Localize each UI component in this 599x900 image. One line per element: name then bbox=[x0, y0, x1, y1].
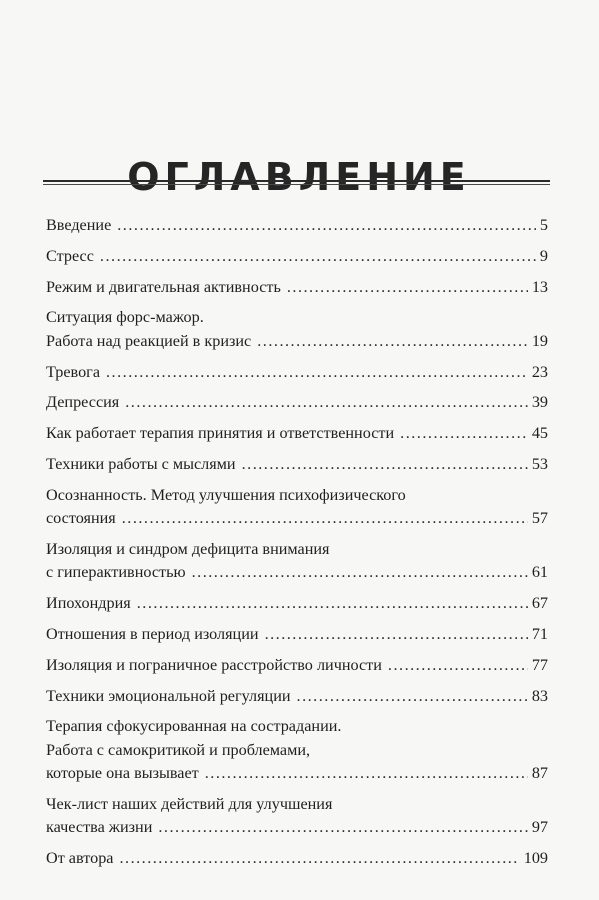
toc-page-number: 9 bbox=[539, 246, 548, 265]
toc-entry-title-line: Изоляция и синдром дефицита внимания bbox=[46, 539, 330, 558]
toc-entry-row bbox=[46, 685, 548, 708]
toc-page-number: 13 bbox=[531, 277, 548, 296]
toc-entry bbox=[46, 276, 548, 299]
table-of-contents bbox=[46, 214, 548, 878]
toc-entry-row bbox=[46, 214, 548, 237]
toc-page-number: 23 bbox=[531, 362, 548, 381]
toc-entry-title-line: Депрессия bbox=[46, 393, 120, 412]
toc-entry-title-line: Отношения в период изоляции bbox=[46, 624, 259, 643]
dot-leader bbox=[205, 762, 528, 785]
toc-entry-title-line: Режим и двигательная активность bbox=[46, 277, 281, 296]
toc-entry-row bbox=[46, 422, 548, 445]
toc-entry bbox=[46, 306, 548, 353]
toc-page-number: 45 bbox=[531, 424, 548, 443]
toc-page-number: 87 bbox=[531, 764, 548, 783]
toc-entry-title-line: качества жизни bbox=[46, 818, 153, 837]
toc-entry-row bbox=[46, 654, 548, 677]
dot-leader bbox=[297, 685, 528, 708]
toc-entry-title-line: Работа над реакцией в кризис bbox=[46, 331, 252, 350]
toc-entry bbox=[46, 484, 548, 531]
toc-entry bbox=[46, 793, 548, 840]
toc-page-number: 71 bbox=[531, 624, 548, 643]
dot-leader bbox=[106, 361, 528, 384]
toc-entry-title-line: Как работает терапия принятия и ответственности bbox=[46, 424, 395, 443]
toc-entry-row bbox=[46, 453, 548, 476]
toc-entry-title-line: с гиперактивностью bbox=[46, 563, 186, 582]
toc-page-number: 77 bbox=[531, 655, 548, 674]
dot-leader bbox=[257, 330, 528, 353]
dot-leader bbox=[158, 816, 527, 839]
toc-entry-title-line: состояния bbox=[46, 509, 116, 528]
toc-entry-row bbox=[46, 623, 548, 646]
toc-entry bbox=[46, 592, 548, 615]
toc-entry-title-line: Техники эмоциональной регуляции bbox=[46, 686, 291, 705]
toc-entry-row bbox=[46, 762, 548, 785]
toc-page-number: 5 bbox=[539, 216, 548, 234]
toc-entry bbox=[46, 391, 548, 414]
toc-entry bbox=[46, 685, 548, 708]
toc-entry-row bbox=[46, 245, 548, 268]
toc-entry-row bbox=[46, 507, 548, 530]
toc-page-number: 83 bbox=[531, 686, 548, 705]
dot-leader bbox=[100, 245, 536, 268]
toc-page-number: 67 bbox=[531, 594, 548, 613]
toc-entry-row bbox=[46, 592, 548, 615]
toc-entry-title-line: От автора bbox=[46, 849, 114, 868]
toc-page-number: 19 bbox=[531, 331, 548, 350]
toc-entry-title-line: Тревога bbox=[46, 362, 100, 381]
toc-entry-row bbox=[46, 276, 548, 299]
toc-entry bbox=[46, 715, 548, 785]
dot-leader bbox=[242, 453, 528, 476]
dot-leader bbox=[125, 391, 528, 414]
toc-entry bbox=[46, 623, 548, 646]
title-divider bbox=[43, 180, 550, 185]
dot-leader bbox=[119, 847, 519, 870]
toc-entry bbox=[46, 361, 548, 384]
toc-entry-title-line: Чек-лист наших действий для улучшения bbox=[46, 794, 333, 813]
toc-page-number: 39 bbox=[531, 393, 548, 412]
toc-entry-title-line: Работа с самокритикой и проблемами, bbox=[46, 740, 311, 759]
toc-entry-row bbox=[46, 816, 548, 839]
toc-page-number: 57 bbox=[531, 509, 548, 528]
toc-entry bbox=[46, 654, 548, 677]
dot-leader bbox=[388, 654, 528, 677]
toc-page-number: 53 bbox=[531, 454, 548, 473]
toc-entry-title-line: которые она вызывает bbox=[46, 764, 199, 783]
dot-leader bbox=[192, 561, 528, 584]
toc-entry-title-line: Техники работы с мыслями bbox=[46, 454, 236, 473]
toc-page-number: 97 bbox=[531, 818, 548, 837]
toc-entry bbox=[46, 245, 548, 268]
dot-leader bbox=[265, 623, 528, 646]
toc-entry bbox=[46, 538, 548, 585]
toc-entry-title-line: Ипохондрия bbox=[46, 594, 131, 613]
dot-leader bbox=[287, 276, 528, 299]
toc-entry-title-line: Введение bbox=[46, 216, 112, 234]
toc-entry-title-line: Осознанность. Метод улучшения психофизического bbox=[46, 485, 406, 504]
toc-entry-row bbox=[46, 561, 548, 584]
toc-entry-title-line: Изоляция и пограничное расстройство личности bbox=[46, 655, 382, 674]
toc-page-number: 61 bbox=[531, 563, 548, 582]
toc-entry-title-line: Ситуация форс-мажор. bbox=[46, 308, 204, 327]
toc-entry-row bbox=[46, 330, 548, 353]
toc-entry-row bbox=[46, 361, 548, 384]
toc-entry-title-line: Стресс bbox=[46, 246, 94, 265]
toc-entry-row bbox=[46, 391, 548, 414]
dot-leader bbox=[137, 592, 528, 615]
toc-entry-title-line: Терапия сфокусированная на сострадании. bbox=[46, 717, 342, 736]
page-title: ОГЛАВЛЕНИЕ bbox=[127, 155, 471, 200]
toc-page-number: 109 bbox=[523, 849, 548, 868]
toc-entry bbox=[46, 422, 548, 445]
toc-entry-row bbox=[46, 847, 548, 870]
toc-entry bbox=[46, 847, 548, 870]
dot-leader bbox=[117, 214, 536, 237]
toc-entry bbox=[46, 453, 548, 476]
toc-entry bbox=[46, 214, 548, 237]
dot-leader bbox=[400, 422, 528, 445]
dot-leader bbox=[122, 507, 528, 530]
